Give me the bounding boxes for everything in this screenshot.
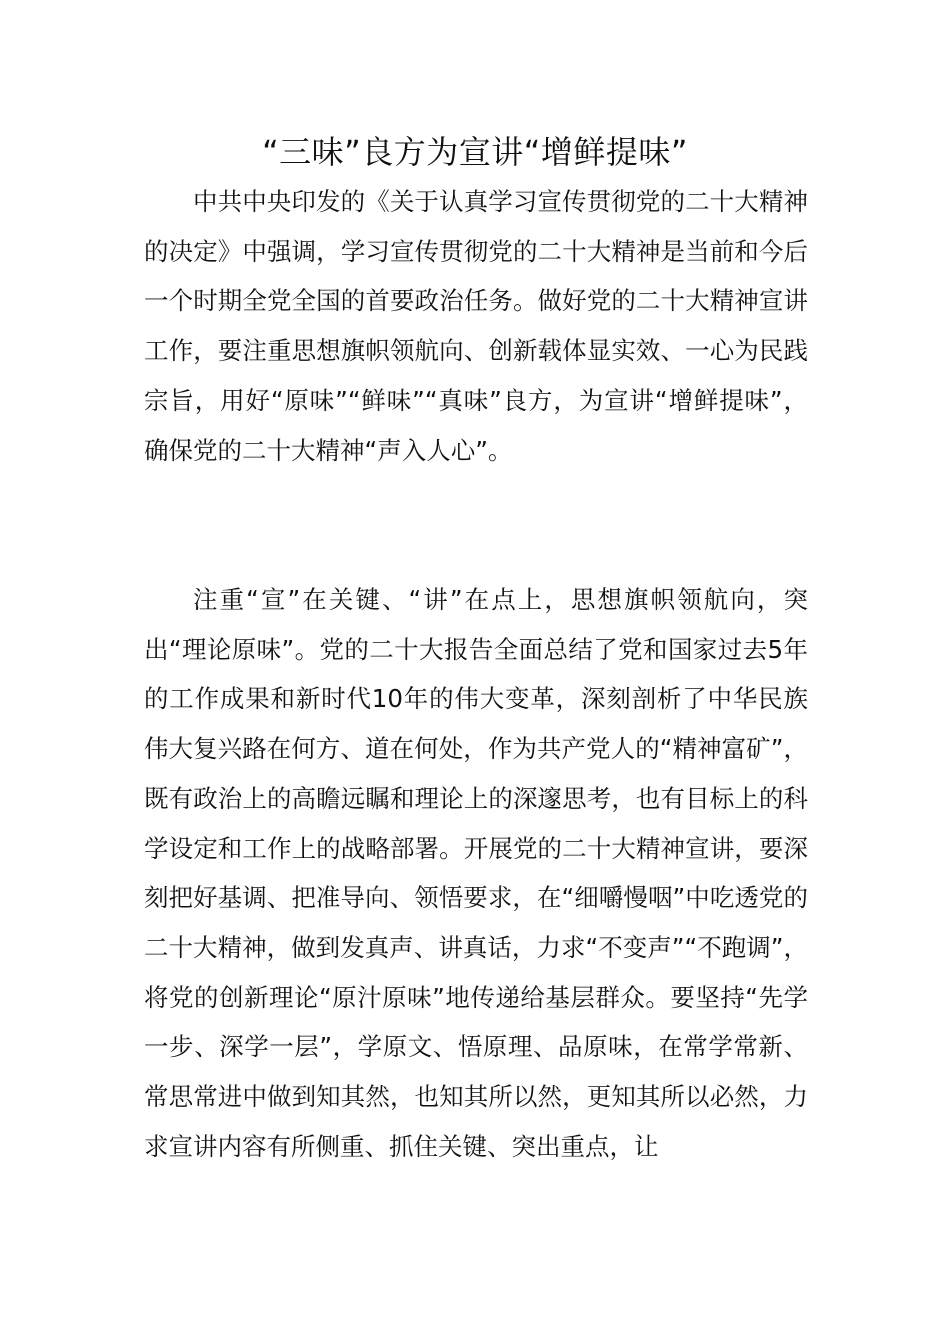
document-title: “三味”良方为宣讲“增鲜提味” [262,133,688,171]
paragraph-intro: 中共中央印发的《关于认真学习宣传贯彻党的二十大精神的决定》中强调，学习宣传贯彻党的二十大精神是当前和今后一个时期全党全国的首要政治任务。做好党的二十大精神宣讲工作，要注重思想旗帜领航向、创新载体显实效、一心为民践宗旨，用好“原味”“鲜味”“真味”良方，为宣讲“增鲜提味”，确保党的二十大精神“声入人心”。 [144,187,808,465]
paragraph-theory-flavor: 注重“宣”在关键、“讲”在点上，思想旗帜领航向，突出“理论原味”。党的二十大报告全面总结了党和国家过去5年的工作成果和新时代10年的伟大变革，深刻剖析了中华民族伟大复兴路在何方、道在何处，作为共产党人的“精神富矿”，既有政治上的高瞻远瞩和理论上的深邃思考，也有目标上的科学设定和工作上的战略部署。开展党的二十大精神宣讲，要深刻把好基调、把准导向、领悟要求，在“细嚼慢咽”中吃透党的二十大精神，做到发真声、讲真话，力求“不变声”“不跑调”，将党的创新理论“原汁原味”地传递给基层群众。要坚持“先学一步、深学一层”，学原文、悟原理、品原味，在常学常新、常思常进中做到知其然，也知其所以然，更知其所以必然，力求宣讲内容有所侧重、抓住关键、突出重点，让 [144,585,808,1161]
